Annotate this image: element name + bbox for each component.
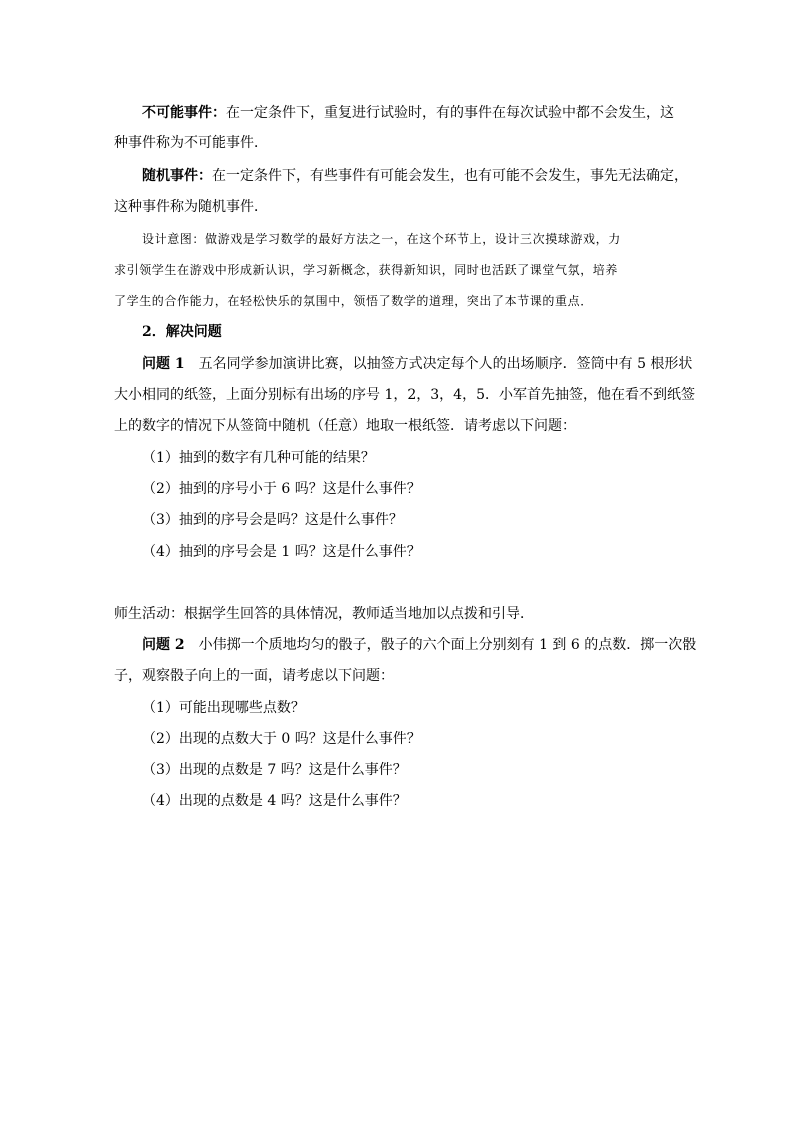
problem-2-text-1: 小伟掷一个质地均匀的骰子，骰子的六个面上分别刻有 1 到 6 的点数．掷一次骰 (198, 637, 697, 653)
problem-2-question-4: （4）出现的点数是 4 吗？这是什么事件？ (142, 793, 407, 809)
definition-impossible-line-1 (142, 103, 674, 123)
problem-2-line-2: 子，观察骰子向上的一面，请考虑以下问题： (114, 668, 394, 684)
problem-2-question-3: （3）出现的点数是 7 吗？这是什么事件？ (142, 762, 407, 778)
definition-random-text-1: 在一定条件下，有些事件有可能会发生，也有可能不会发生，事先无法确定， (212, 168, 688, 184)
problem-2-label: 问题 2 (142, 637, 185, 653)
problem-1-label: 问题 1 (142, 356, 185, 372)
problem-1-question-2: （2）抽到的序号小于 6 吗？这是什么事件？ (142, 481, 421, 497)
problem-1-line-2: 大小相同的纸签，上面分别标有出场的序号 1，2，3，4，5．小军首先抽签，他在看不到纸签 (114, 387, 695, 403)
problem-1-question-4: （4）抽到的序号会是 1 吗？这是什么事件？ (142, 544, 421, 560)
definition-impossible-term: 不可能事件： (142, 105, 226, 121)
section-heading: 2．解决问题 (142, 324, 222, 340)
definition-impossible-text-1: 在一定条件下，重复进行试验时，有的事件在每次试验中都不会发生，这 (226, 105, 674, 121)
definition-random-line-2: 这种事件称为随机事件． (114, 199, 268, 215)
definition-impossible-line-2: 种事件称为不可能事件． (114, 135, 268, 151)
problem-1-text-1: 五名同学参加演讲比赛，以抽签方式决定每个人的出场顺序．签筒中有 5 根形状 (198, 356, 693, 372)
design-intent-line-2: 求引领学生在游戏中形成新认识，学习新概念，获得新知识，同时也活跃了课堂气氛，培养 (114, 263, 619, 277)
design-intent-line-1: 设计意图：做游戏是学习数学的最好方法之一，在这个环节上，设计三次摸球游戏，力 (142, 232, 621, 246)
teacher-activity: 师生活动：根据学生回答的具体情况，教师适当地加以点拨和引导． (114, 606, 534, 622)
problem-1-question-1: （1）抽到的数字有几种可能的结果？ (142, 450, 375, 466)
definition-random-term: 随机事件： (142, 168, 212, 184)
problem-1-line-3: 上的数字的情况下从签筒中随机（任意）地取一根纸签．请考虑以下问题： (114, 418, 576, 434)
definition-random-line-1 (142, 166, 688, 186)
problem-2-line-1 (142, 635, 696, 655)
problem-1-line-1 (142, 354, 692, 374)
problem-2-question-1: （1）可能出现哪些点数？ (142, 700, 305, 716)
problem-2-question-2: （2）出现的点数大于 0 吗？这是什么事件？ (142, 731, 421, 747)
problem-1-question-3: （3）抽到的序号会是吗？这是什么事件？ (142, 512, 403, 528)
design-intent-line-3: 了学生的合作能力，在轻松快乐的氛围中，领悟了数学的道理，突出了本节课的重点． (114, 294, 593, 308)
